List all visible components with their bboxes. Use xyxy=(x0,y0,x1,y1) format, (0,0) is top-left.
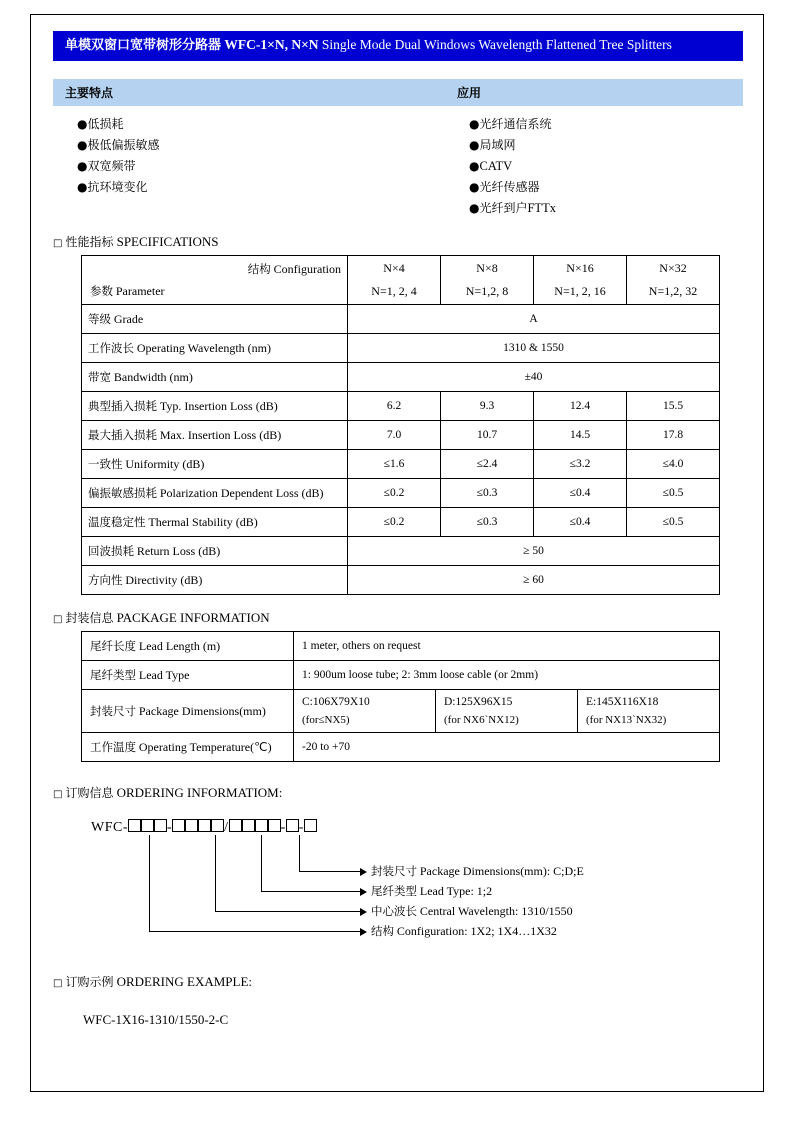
square-bullet-icon: □ xyxy=(53,237,63,249)
leader-line xyxy=(215,835,216,912)
leader-arrow-icon xyxy=(360,928,367,936)
column-name: N×16 xyxy=(566,260,594,275)
table-row xyxy=(82,536,720,565)
leader-line xyxy=(149,931,361,932)
row-value: 17.8 xyxy=(627,420,720,449)
list-item-cn: ●光纤通信系统 xyxy=(469,116,552,131)
code-box xyxy=(185,819,198,832)
row-value: 1: 900um loose tube; 2: 3mm loose cable (or 2mm) xyxy=(294,660,720,689)
leader-line xyxy=(299,835,300,872)
code-box xyxy=(211,819,224,832)
row-label: 最大插入损耗 Max. Insertion Loss (dB) xyxy=(82,420,348,449)
code-box xyxy=(141,819,154,832)
row-label: 等级 Grade xyxy=(82,304,348,333)
leader-line xyxy=(149,835,150,932)
list-item: ●极低偏振敏感 xyxy=(77,137,160,152)
row-value: ≥ 60 xyxy=(348,565,720,594)
legend-item: 封装尺寸 Package Dimensions(mm): C;D;E xyxy=(371,863,584,878)
leader-arrow-icon xyxy=(360,868,367,876)
table-row xyxy=(82,333,720,362)
list-item: ●双宽频带 xyxy=(77,158,136,173)
ordering-code-diagram xyxy=(53,813,743,963)
row-label: 方向性 Directivity (dB) xyxy=(82,565,348,594)
list-item xyxy=(469,135,743,156)
title-english: Single Mode Dual Windows Wavelength Flattened Tree Splitters xyxy=(321,37,672,52)
package-table xyxy=(81,631,720,762)
row-value: ≤0.2 xyxy=(348,507,441,536)
legend-item: 尾纤类型 Lead Type: 1;2 xyxy=(371,883,493,898)
column-header xyxy=(534,255,627,304)
row-label: 尾纤类型 Lead Type xyxy=(82,660,294,689)
code-box xyxy=(154,819,167,832)
specifications-table xyxy=(81,255,720,595)
features-header-row xyxy=(53,79,743,106)
row-value: A xyxy=(348,304,720,333)
list-item-cn: ●光纤到户 xyxy=(469,200,528,215)
table-row xyxy=(82,732,720,761)
square-bullet-icon: □ xyxy=(53,977,63,989)
column-name: N×4 xyxy=(383,260,405,275)
row-label: 尾纤长度 Lead Length (m) xyxy=(82,631,294,660)
dimension-sub: (for NX13`NX32) xyxy=(586,713,667,726)
heading-cn: 订购信息 xyxy=(65,785,114,800)
features-list xyxy=(53,114,453,219)
row-value: 7.0 xyxy=(348,420,441,449)
document-title-bar xyxy=(53,31,743,61)
square-bullet-icon: □ xyxy=(53,613,63,625)
dimension-main: D:125X96X15 xyxy=(444,695,513,708)
heading-en: SPECIFICATIONS xyxy=(116,233,219,249)
ordering-heading xyxy=(53,784,743,801)
code-box xyxy=(128,819,141,832)
row-value: ≤0.5 xyxy=(627,478,720,507)
applications-list xyxy=(453,114,743,219)
corner-configuration: 结构 Configuration xyxy=(247,261,341,276)
table-row xyxy=(82,660,720,689)
list-item-cn: ●局域网 xyxy=(469,137,516,152)
heading-en: PACKAGE INFORMATION xyxy=(116,609,270,625)
datasheet-page xyxy=(30,14,764,1092)
table-row xyxy=(82,420,720,449)
table-row xyxy=(82,507,720,536)
row-value: ≤4.0 xyxy=(627,449,720,478)
code-box xyxy=(286,819,299,832)
leader-line xyxy=(215,911,361,912)
applications-header-label: 应用 xyxy=(457,85,482,100)
column-sub: N=1,2, 32 xyxy=(648,283,698,298)
package-heading xyxy=(53,609,743,626)
list-item xyxy=(469,156,743,177)
row-label: 工作波长 Operating Wavelength (nm) xyxy=(82,333,348,362)
row-label: 工作温度 Operating Temperature(℃) xyxy=(82,732,294,761)
row-value xyxy=(578,689,720,732)
code-box xyxy=(172,819,185,832)
table-row xyxy=(82,689,720,732)
row-value: -20 to +70 xyxy=(294,732,720,761)
table-row xyxy=(82,391,720,420)
specifications-heading xyxy=(53,233,743,250)
row-value: 1 meter, others on request xyxy=(294,631,720,660)
column-header xyxy=(348,255,441,304)
leader-line xyxy=(299,871,361,872)
column-sub: N=1, 2, 16 xyxy=(554,283,606,298)
row-value: ±40 xyxy=(348,362,720,391)
code-box xyxy=(304,819,317,832)
leader-arrow-icon xyxy=(360,888,367,896)
list-item xyxy=(469,198,743,219)
row-label: 带宽 Bandwidth (nm) xyxy=(82,362,348,391)
column-name: N×8 xyxy=(476,260,498,275)
row-label: 温度稳定性 Thermal Stability (dB) xyxy=(82,507,348,536)
order-code: WFC- - / - - xyxy=(91,819,317,836)
row-value: ≤0.4 xyxy=(534,478,627,507)
row-value: ≤0.3 xyxy=(441,478,534,507)
order-code-prefix: WFC- xyxy=(91,819,128,835)
list-item-cn: ● xyxy=(469,158,480,173)
row-value: 9.3 xyxy=(441,391,534,420)
heading-cn: 封装信息 xyxy=(65,610,114,625)
table-row xyxy=(82,565,720,594)
example-heading xyxy=(53,973,743,990)
title-chinese: 单模双窗口宽带树形分路器 xyxy=(65,38,222,53)
table-row xyxy=(82,449,720,478)
table-row xyxy=(82,362,720,391)
table-row xyxy=(82,478,720,507)
list-item-en: CATV xyxy=(479,158,513,173)
table-row xyxy=(82,304,720,333)
legend-item: 结构 Configuration: 1X2; 1X4…1X32 xyxy=(371,923,557,938)
row-label: 封装尺寸 Package Dimensions(mm) xyxy=(82,689,294,732)
dimension-main: C:106X79X10 xyxy=(302,695,370,708)
column-sub: N=1, 2, 4 xyxy=(371,283,417,298)
row-label: 一致性 Uniformity (dB) xyxy=(82,449,348,478)
row-value: ≤1.6 xyxy=(348,449,441,478)
leader-line xyxy=(261,835,262,892)
dimension-sub: (for NX6`NX12) xyxy=(444,713,519,726)
corner-parameter: 参数 Parameter xyxy=(90,283,165,298)
features-applications-block xyxy=(53,79,743,219)
table-row xyxy=(82,631,720,660)
row-value: ≤0.2 xyxy=(348,478,441,507)
column-name: N×32 xyxy=(659,260,687,275)
features-header-label: 主要特点 xyxy=(65,85,114,100)
code-box xyxy=(229,819,242,832)
column-header xyxy=(441,255,534,304)
list-item xyxy=(469,177,743,198)
column-header xyxy=(627,255,720,304)
list-item xyxy=(469,114,743,135)
row-value xyxy=(436,689,578,732)
row-label: 回波损耗 Return Loss (dB) xyxy=(82,536,348,565)
row-label: 典型插入损耗 Typ. Insertion Loss (dB) xyxy=(82,391,348,420)
row-value xyxy=(294,689,436,732)
list-item: ●抗环境变化 xyxy=(77,179,148,194)
square-bullet-icon: □ xyxy=(53,788,63,800)
heading-en: ORDERING EXAMPLE: xyxy=(116,973,253,989)
features-body-row xyxy=(53,114,743,219)
code-box xyxy=(242,819,255,832)
title-model: WFC-1×N, N×N xyxy=(224,37,319,52)
row-value: 6.2 xyxy=(348,391,441,420)
row-value: 14.5 xyxy=(534,420,627,449)
row-value: ≤0.4 xyxy=(534,507,627,536)
code-box xyxy=(198,819,211,832)
row-value: ≤0.5 xyxy=(627,507,720,536)
row-value: 15.5 xyxy=(627,391,720,420)
table-corner-cell xyxy=(82,255,348,304)
list-item: ●低损耗 xyxy=(77,116,124,131)
row-value: ≥ 50 xyxy=(348,536,720,565)
column-sub: N=1,2, 8 xyxy=(465,283,509,298)
dimension-main: E:145X116X18 xyxy=(586,695,659,708)
page-content xyxy=(53,31,743,1028)
row-value: 10.7 xyxy=(441,420,534,449)
heading-cn: 性能指标 xyxy=(65,234,114,249)
row-label: 偏振敏感损耗 Polarization Dependent Loss (dB) xyxy=(82,478,348,507)
heading-cn: 订购示例 xyxy=(65,974,114,989)
table-header-row xyxy=(82,255,720,304)
heading-en: ORDERING INFORMATIOM: xyxy=(116,784,283,800)
row-value: ≤2.4 xyxy=(441,449,534,478)
code-box xyxy=(255,819,268,832)
legend-item: 中心波长 Central Wavelength: 1310/1550 xyxy=(371,903,573,918)
row-value: ≤0.3 xyxy=(441,507,534,536)
leader-line xyxy=(261,891,361,892)
dimension-sub: (for≤NX5) xyxy=(302,713,350,726)
row-value: ≤3.2 xyxy=(534,449,627,478)
row-value: 1310 & 1550 xyxy=(348,333,720,362)
leader-arrow-icon xyxy=(360,908,367,916)
code-box xyxy=(268,819,281,832)
list-item-cn: ●光纤传感器 xyxy=(469,179,540,194)
list-item-en: FTTx xyxy=(527,200,556,215)
row-value: 12.4 xyxy=(534,391,627,420)
ordering-example-value: WFC-1X16-1310/1550-2-C xyxy=(83,1011,229,1027)
